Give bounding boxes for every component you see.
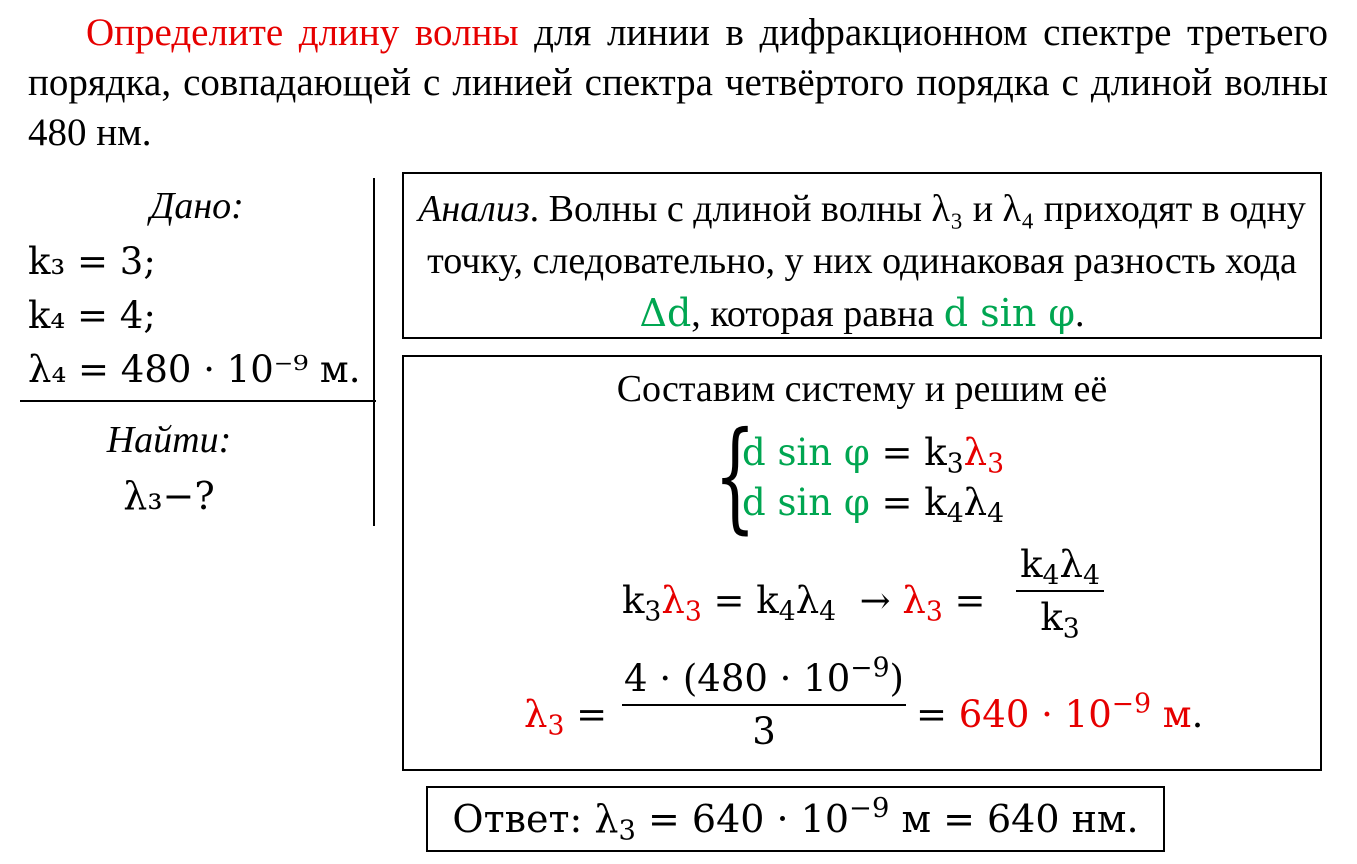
answer-box (426, 786, 1165, 852)
problem-statement (28, 8, 1328, 158)
problem-highlight: Определите длину волны (86, 11, 519, 54)
relation-fraction (1016, 543, 1104, 645)
result-fraction (622, 652, 906, 753)
given-divider-vertical (373, 178, 375, 526)
analysis-box (402, 172, 1322, 339)
solution-box (402, 355, 1322, 771)
relation-left: $k_3\lambda_3 = k_4\lambda_4 \to \lambda_3$ = (622, 579, 986, 628)
system-eq-1: d $\sin \varphi = k_3\lambda_3$ (742, 431, 1005, 480)
analysis-label: Анализ (418, 188, 530, 230)
given-k3: k₃ = 3; (28, 240, 156, 283)
analysis-text-3: . (1075, 293, 1085, 335)
system-brace: { (714, 407, 756, 546)
given-lambda4: λ₄ = 480 · 10⁻⁹ м. (28, 348, 361, 391)
solution-intro: Составим систему и решим её (616, 368, 1108, 410)
given-panel (20, 178, 374, 526)
delta-d: Δd (639, 291, 692, 335)
relation-denominator: $k_3$ (1040, 596, 1080, 645)
result-value: = $640 \cdot 10^{-9}$ м. (916, 688, 1204, 736)
analysis-text-2: , которая равна (691, 293, 944, 335)
given-k4: k₄ = 4; (28, 294, 156, 337)
relation-numerator: $k_4\lambda_4$ (1020, 543, 1100, 592)
result-numerator: $4 \cdot (480 \cdot 10^{-9})$ (624, 652, 904, 700)
system-eq-2: d $\sin \varphi = k_4\lambda_4$ (742, 481, 1005, 530)
result-lhs: $\lambda_3$ = (524, 693, 608, 742)
analysis-text-1: . Волны с длиной волны λ₃ и λ₄ приходят в одну точку, следовательно, у них одинаковая разность хода (427, 188, 1306, 282)
find-title: Найти: (106, 419, 232, 461)
given-divider-horizontal (20, 400, 376, 402)
find-lambda3: λ₃−? (123, 474, 215, 518)
result-denominator: 3 (752, 710, 776, 753)
problem-text: для линии в дифракционном спектре третьего порядка, совпадающей с линией спектра четвёртого порядка с длиной волны 480 нм. (28, 11, 1329, 154)
given-title: Дано: (150, 185, 244, 227)
answer-text: Ответ: $\lambda_3 = 640 \cdot 10^{-9}$ м = 640 нм. (452, 792, 1139, 847)
d-sin-phi: d sin φ (943, 291, 1075, 335)
